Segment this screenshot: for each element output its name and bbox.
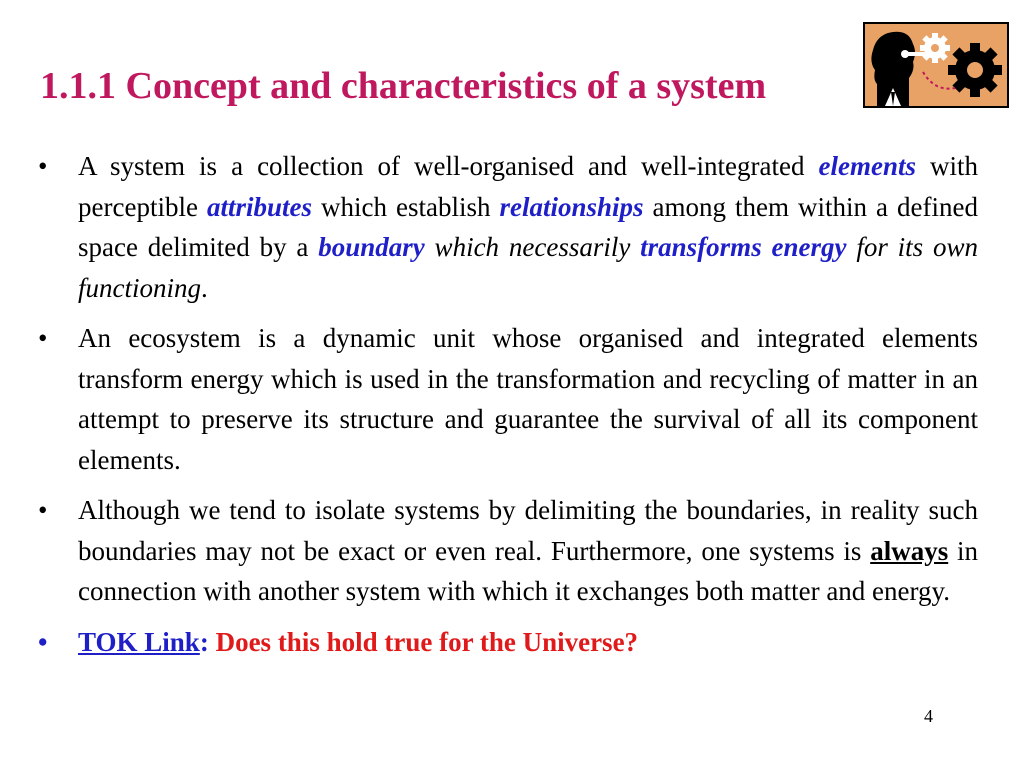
- slide-title: 1.1.1 Concept and characteristics of a system: [40, 65, 767, 107]
- bullet-item: • An ecosystem is a dynamic unit whose organised and integrated elements transform energy which is used in the transformation and recycling of matter in an attempt to preserve its structure and guarantee the survival of all its component elements.: [38, 318, 978, 480]
- bullet-item: • A system is a collection of well-organised and well-integrated elements with perceptible attributes which establish relationships among them within a defined space delimited by a boundary which necessarily transforms energy for its own functioning.: [38, 146, 978, 308]
- bullet-item: • Although we tend to isolate systems by delimiting the boundaries, in reality such boundaries may not be exact or even real. Furthermore, one systems is always in connection with another system with which it exchanges both matter and energy.: [38, 490, 978, 612]
- tok-question: Does this hold true for the Universe?: [208, 626, 639, 657]
- bullet-marker: •: [38, 495, 48, 525]
- emphasis-always: always: [870, 535, 949, 566]
- keyword: attributes: [206, 191, 312, 222]
- page-number: 4: [924, 706, 933, 726]
- keyword: elements: [818, 151, 916, 181]
- person-with-gears-icon: [863, 22, 1009, 108]
- bullet-marker: •: [38, 323, 48, 353]
- keyword: transforms energy: [640, 232, 847, 262]
- keyword: relationships: [499, 191, 644, 222]
- tok-link[interactable]: TOK Link: [78, 626, 200, 657]
- bullet-marker: •: [38, 151, 48, 181]
- bullet-list: [38, 146, 978, 672]
- bullet-item-tok: • TOK Link: Does this hold true for the Universe?: [38, 622, 978, 663]
- keyword: boundary: [318, 232, 425, 262]
- bullet-marker: •: [38, 626, 48, 657]
